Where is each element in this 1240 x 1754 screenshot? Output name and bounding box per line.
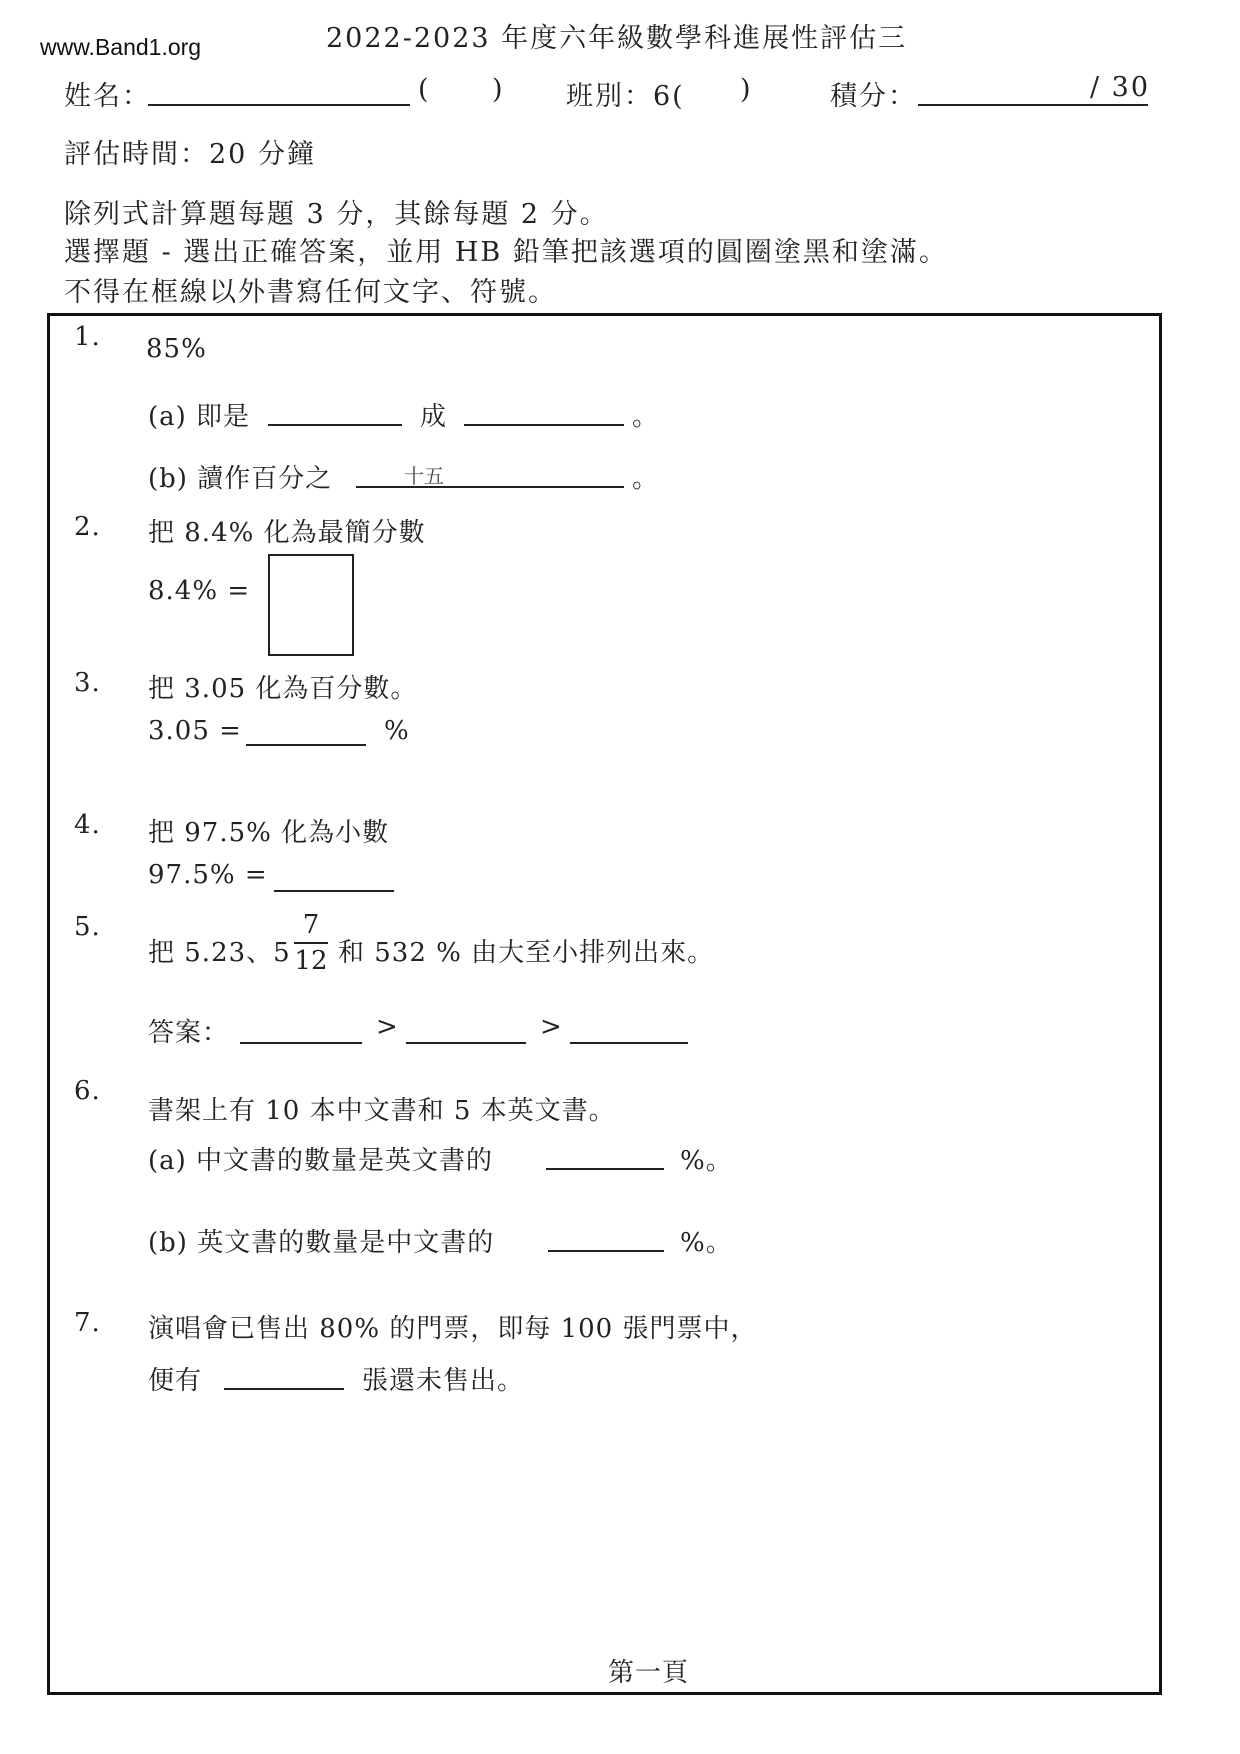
class-label: 班別：6( — [566, 81, 685, 112]
q7-line-1: 演唱會已售出 80% 的門票，即每 100 張門票中， — [148, 1314, 758, 1344]
q4-lhs: 97.5% = — [148, 860, 268, 890]
q6a-text: (a) 中文書的數量是英文書的 — [148, 1146, 494, 1176]
q1b-prefix: (b) 讀作百分之 — [148, 464, 333, 494]
name-field[interactable] — [148, 104, 410, 106]
q4-text: 把 97.5% 化為小數 — [148, 818, 390, 848]
instruction-3: 不得在框線以外書寫任何文字、符號。 — [64, 277, 557, 308]
q7-number: 7. — [74, 1308, 101, 1338]
q6b-blank[interactable] — [548, 1250, 664, 1252]
q6-number: 6. — [74, 1076, 101, 1106]
q1a-end: 。 — [632, 402, 660, 432]
q2-number: 2. — [74, 512, 101, 542]
name-label: 姓名： — [64, 81, 151, 112]
q3-lhs: 3.05 = — [148, 716, 242, 746]
q7-line-2-suffix: 張還未售出。 — [362, 1366, 525, 1396]
q5-answer-label: 答案： — [148, 1018, 230, 1048]
q5-fraction-numerator: 7 — [302, 910, 320, 940]
q3-text: 把 3.05 化為百分數。 — [148, 674, 418, 704]
q1a-prefix: (a) 即是 — [148, 402, 251, 432]
class-no-paren-open: ( — [418, 74, 431, 105]
q6a-unit: %。 — [680, 1146, 733, 1176]
q2-answer-box[interactable] — [268, 554, 354, 656]
q5-fraction-bar — [294, 942, 328, 944]
q6a-blank[interactable] — [546, 1168, 664, 1170]
q5-blank-2[interactable] — [406, 1042, 526, 1044]
q3-number: 3. — [74, 668, 101, 698]
q1-text: 85% — [146, 334, 207, 364]
q1b-end: 。 — [632, 464, 660, 494]
q2-lhs: 8.4% = — [148, 576, 251, 606]
q2-text: 把 8.4% 化為最簡分數 — [148, 518, 426, 548]
instruction-1: 除列式計算題每題 3 分，其餘每題 2 分。 — [64, 199, 609, 230]
time-label: 評估時間：20 分鐘 — [64, 139, 316, 170]
q1a-blank-1[interactable] — [268, 424, 402, 426]
q7-line-2-prefix: 便有 — [148, 1366, 203, 1396]
q6b-text: (b) 英文書的數量是中文書的 — [148, 1228, 495, 1258]
q5-gt-1: > — [376, 1012, 399, 1042]
q4-number: 4. — [74, 810, 101, 840]
q5-prefix: 把 5.23、5 — [148, 938, 291, 968]
instruction-2: 選擇題 - 選出正確答案，並用 HB 鉛筆把該選項的圓圈塗黑和塗滿。 — [64, 237, 948, 268]
q3-blank[interactable] — [246, 744, 366, 746]
q6b-unit: %。 — [680, 1228, 733, 1258]
q1a-blank-2[interactable] — [464, 424, 624, 426]
q5-number: 5. — [74, 912, 101, 942]
q5-blank-1[interactable] — [240, 1042, 362, 1044]
q1b-handwritten: 十五 — [404, 464, 444, 488]
q3-unit: % — [384, 716, 410, 746]
q7-blank[interactable] — [224, 1388, 344, 1390]
score-total: / 30 — [1090, 72, 1151, 103]
q5-fraction — [294, 910, 328, 976]
q1b-blank[interactable] — [356, 486, 624, 488]
class-close: ) — [740, 74, 753, 105]
q4-blank[interactable] — [274, 890, 394, 892]
score-field[interactable] — [918, 104, 1148, 106]
q5-blank-3[interactable] — [570, 1042, 688, 1044]
q6-text: 書架上有 10 本中文書和 5 本英文書。 — [148, 1096, 616, 1126]
class-no-paren-close: ) — [492, 74, 505, 105]
q5-fraction-denominator: 12 — [294, 946, 328, 976]
page-title: 2022-2023 年度六年級數學科進展性評估三 — [326, 23, 908, 54]
q5-gt-2: > — [540, 1012, 563, 1042]
page-number: 第一頁 — [608, 1658, 690, 1688]
q5-suffix: 和 532 % 由大至小排列出來。 — [338, 938, 715, 968]
score-label: 積分： — [830, 81, 917, 112]
watermark: www.Band1.org — [40, 34, 202, 60]
q1a-mid: 成 — [420, 402, 448, 432]
q1-number: 1. — [74, 322, 101, 352]
